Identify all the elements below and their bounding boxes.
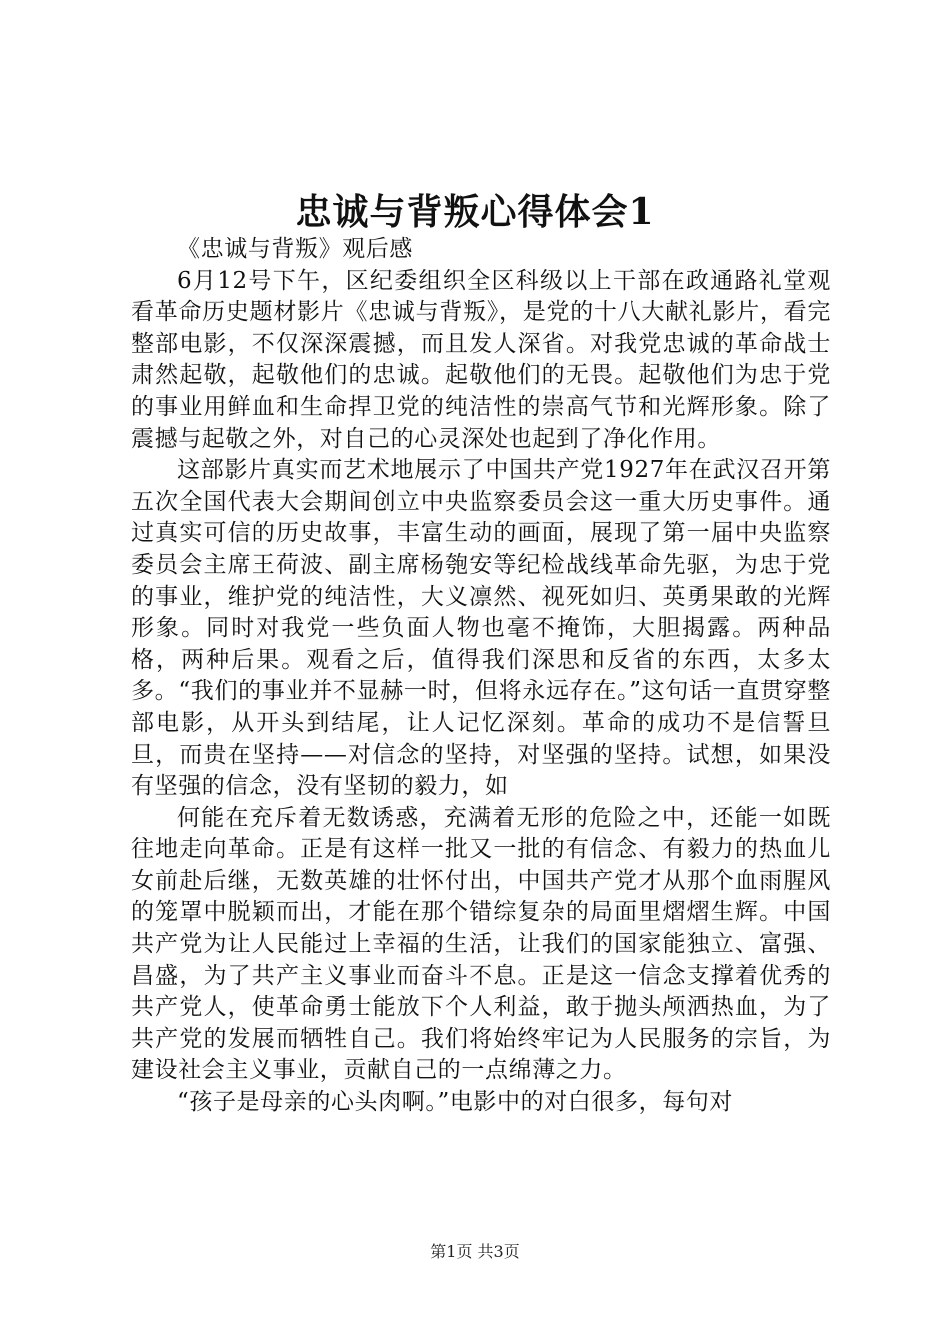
document-title: 忠诚与背叛心得体会1 (295, 191, 655, 233)
document-subtitle: 《忠诚与背叛》观后感 (177, 236, 413, 262)
page-footer: 第1页 共3页 (430, 1242, 520, 1261)
paragraph-3: 何能在充斥着无数诱惑，充满着无形的危险之中，还能一如既往地走向革命。正是有这样一批又一批的有信念、有毅力的热血儿女前赴后继，无数英雄的壮怀付出，中国共产党才从那个血雨腥风的笼罩中脱颖而出，才能在那个错综复杂的局面里熠熠生辉。中国共产党为让人民能过上幸福的生活，让我们的国家能独立、富强、昌盛，为了共产主义事业而奋斗不息。正是这一信念支撑着优秀的共产党人，使革命勇士能放下个人利益，敢于抛头颅洒热血，为了共产党的发展而牺牲自己。我们将始终牢记为人民服务的宗旨，为建设社会主义事业，贡献自己的一点绵薄之力。 (131, 804, 831, 1084)
document-body (131, 234, 831, 1119)
paragraph-1: 6月12号下午，区纪委组织全区科级以上干部在政通路礼堂观看革命历史题材影片《忠诚与背叛》，是党的十八大献礼影片，看完整部电影，不仅深深震撼，而且发人深省。对我党忠诚的革命战士肃然起敬，起敬他们的忠诚。起敬他们的无畏。起敬他们为忠于党的事业用鲜血和生命捍卫党的纯洁性的崇高气节和光辉形象。除了震撼与起敬之外，对自己的心灵深处也起到了净化作用。 (131, 267, 831, 452)
paragraph-2: 这部影片真实而艺术地展示了中国共产党1927年在武汉召开第五次全国代表大会期间创立中央监察委员会这一重大历史事件。通过真实可信的历史故事，丰富生动的画面，展现了第一届中央监察委员会主席王荷波、副主席杨匏安等纪检战线革命先驱，为忠于党的事业，维护党的纯洁性，大义凛然、视死如归、英勇果敢的光辉形象。同时对我党一些负面人物也毫不掩饰，大胆揭露。两种品格，两种后果。观看之后，值得我们深思和反省的东西，太多太多。“我们的事业并不显赫一时，但将永远存在。”这句话一直贯穿整部电影，从开头到结尾，让人记忆深刻。革命的成功不是信誓旦旦，而贵在坚持——对信念的坚持，对坚强的坚持。试想，如果没有坚强的信念，没有坚韧的毅力，如 (131, 457, 831, 800)
paragraph-4: “孩子是母亲的心头肉啊。”电影中的对白很多，每句对 (177, 1089, 734, 1116)
